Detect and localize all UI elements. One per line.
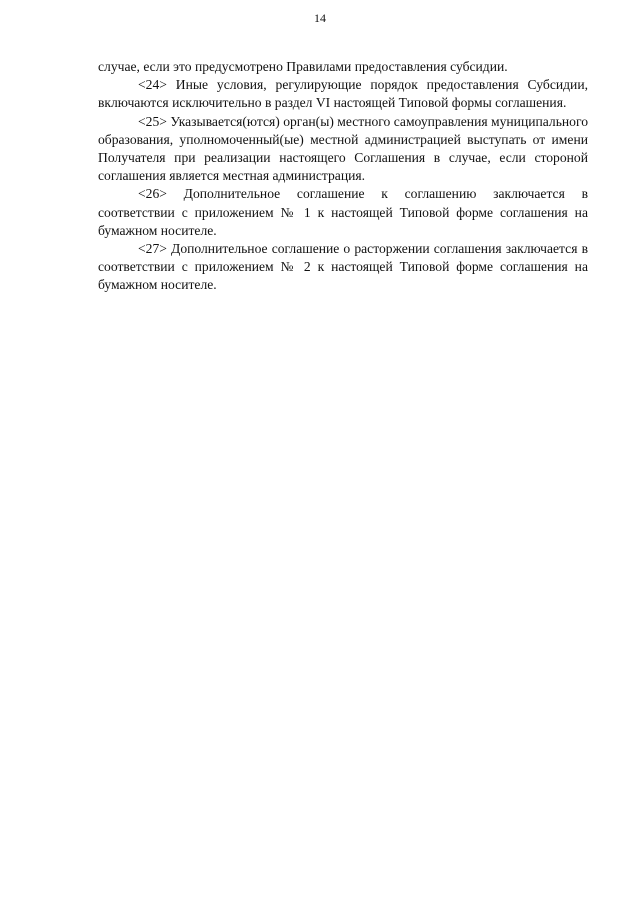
footnote-27: <27> Дополнительное соглашение о расторжении соглашения заключается в соответствии с приложением № 2 к настоящей Типовой форме соглашения на бумажном носителе. [98,241,588,293]
footnote-24: <24> Иные условия, регулирующие порядок предоставления Субсидии, включаются исключительно в раздел VI настоящей Типовой формы соглашения. [98,77,588,111]
footnote-25: <25> Указывается(ются) орган(ы) местного самоуправления муниципального образования, уполномоченный(ые) местной администрацией выступать от имени Получателя при реализации настоящего Соглашения в случае, если стороной соглашения является местная администрация. [98,113,589,184]
page-number: 14 [314,11,326,25]
footnotes-body [98,58,588,295]
footnote-26: <26> Дополнительное соглашение к соглашению заключается в соответствии с приложением № 1 к настоящей Типовой форме соглашения на бумажном носителе. [98,186,588,238]
footnote-continuation: случае, если это предусмотрено Правилами предоставления субсидии. [98,59,508,74]
